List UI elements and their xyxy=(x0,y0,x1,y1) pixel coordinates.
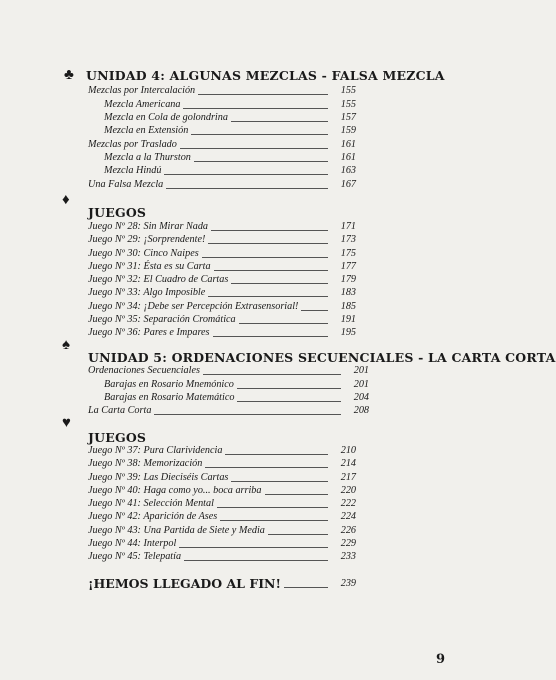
toc-final-entry: ¡HEMOS LLEGADO AL FIN! 239 xyxy=(88,576,356,591)
toc-entry: Juego Nº 37: Pura Clarividencia 210 xyxy=(88,445,356,456)
toc-entry: Mezcla Americana 155 xyxy=(104,99,356,110)
toc-entry: Juego Nº 35: Separación Cromática 191 xyxy=(88,314,356,325)
toc-entry: Juego Nº 32: El Cuadro de Cartas 179 xyxy=(88,274,356,285)
toc-entry: Barajas en Rosario Matemático 204 xyxy=(104,392,369,403)
toc-entry: Mezcla en Cola de golondrina 157 xyxy=(104,112,356,123)
toc-entry: Mezcla en Extensión 159 xyxy=(104,125,356,136)
toc-entry: Juego Nº 30: Cinco Naipes 175 xyxy=(88,248,356,259)
toc-entry: Juego Nº 43: Una Partida de Siete y Media 226 xyxy=(88,525,356,536)
toc-entry: Mezclas por Intercalación 155 xyxy=(88,85,356,96)
heart-suit-icon: ♥ xyxy=(62,415,71,431)
toc-entry: Juego Nº 39: Las Dieciséis Cartas 217 xyxy=(88,472,356,483)
unit5-heading: UNIDAD 5: ORDENACIONES SECUENCIALES - LA CARTA CORTA xyxy=(88,350,556,365)
toc-entry: Juego Nº 38: Memorización 214 xyxy=(88,458,356,469)
toc-entry: Barajas en Rosario Mnemónico 201 xyxy=(104,379,369,390)
toc-entry: Juego Nº 42: Aparición de Ases 224 xyxy=(88,511,356,522)
toc-entry: Juego Nº 33: Algo Imposible 183 xyxy=(88,287,356,298)
toc-entry: Juego Nº 40: Haga como yo... boca arriba 220 xyxy=(88,485,356,496)
toc-entry: Juego Nº 28: Sin Mirar Nada 171 xyxy=(88,221,356,232)
toc-entry: Mezcla a la Thurston 161 xyxy=(104,152,356,163)
toc-entry: Ordenaciones Secuenciales 201 xyxy=(88,365,369,376)
toc-entry: Mezclas por Traslado 161 xyxy=(88,139,356,150)
toc-entry: Juego Nº 45: Telepatía 233 xyxy=(88,551,356,562)
games2-heading: JUEGOS xyxy=(88,430,147,445)
toc-entry: Juego Nº 36: Pares e Impares 195 xyxy=(88,327,356,338)
unit4-heading: UNIDAD 4: ALGUNAS MEZCLAS - FALSA MEZCLA xyxy=(86,68,445,83)
toc-entry: Juego Nº 29: ¡Sorprendente! 173 xyxy=(88,234,356,245)
toc-entry: Mezcla Hindú 163 xyxy=(104,165,356,176)
club-suit-icon: ♣ xyxy=(64,67,74,83)
spade-suit-icon: ♠ xyxy=(62,337,70,353)
page-number: 9 xyxy=(435,652,445,667)
toc-entry: Juego Nº 44: Interpol 229 xyxy=(88,538,356,549)
toc-entry: Juego Nº 41: Selección Mental 222 xyxy=(88,498,356,509)
toc-entry: Una Falsa Mezcla 167 xyxy=(88,179,356,190)
toc-entry: Juego Nº 31: Ésta es su Carta 177 xyxy=(88,261,356,272)
diamond-suit-icon: ♦ xyxy=(62,192,70,208)
toc-entry: Juego Nº 34: ¡Debe ser Percepción Extrasensorial! 185 xyxy=(88,301,356,312)
toc-entry: La Carta Corta 208 xyxy=(88,405,369,416)
games1-heading: JUEGOS xyxy=(88,205,147,220)
